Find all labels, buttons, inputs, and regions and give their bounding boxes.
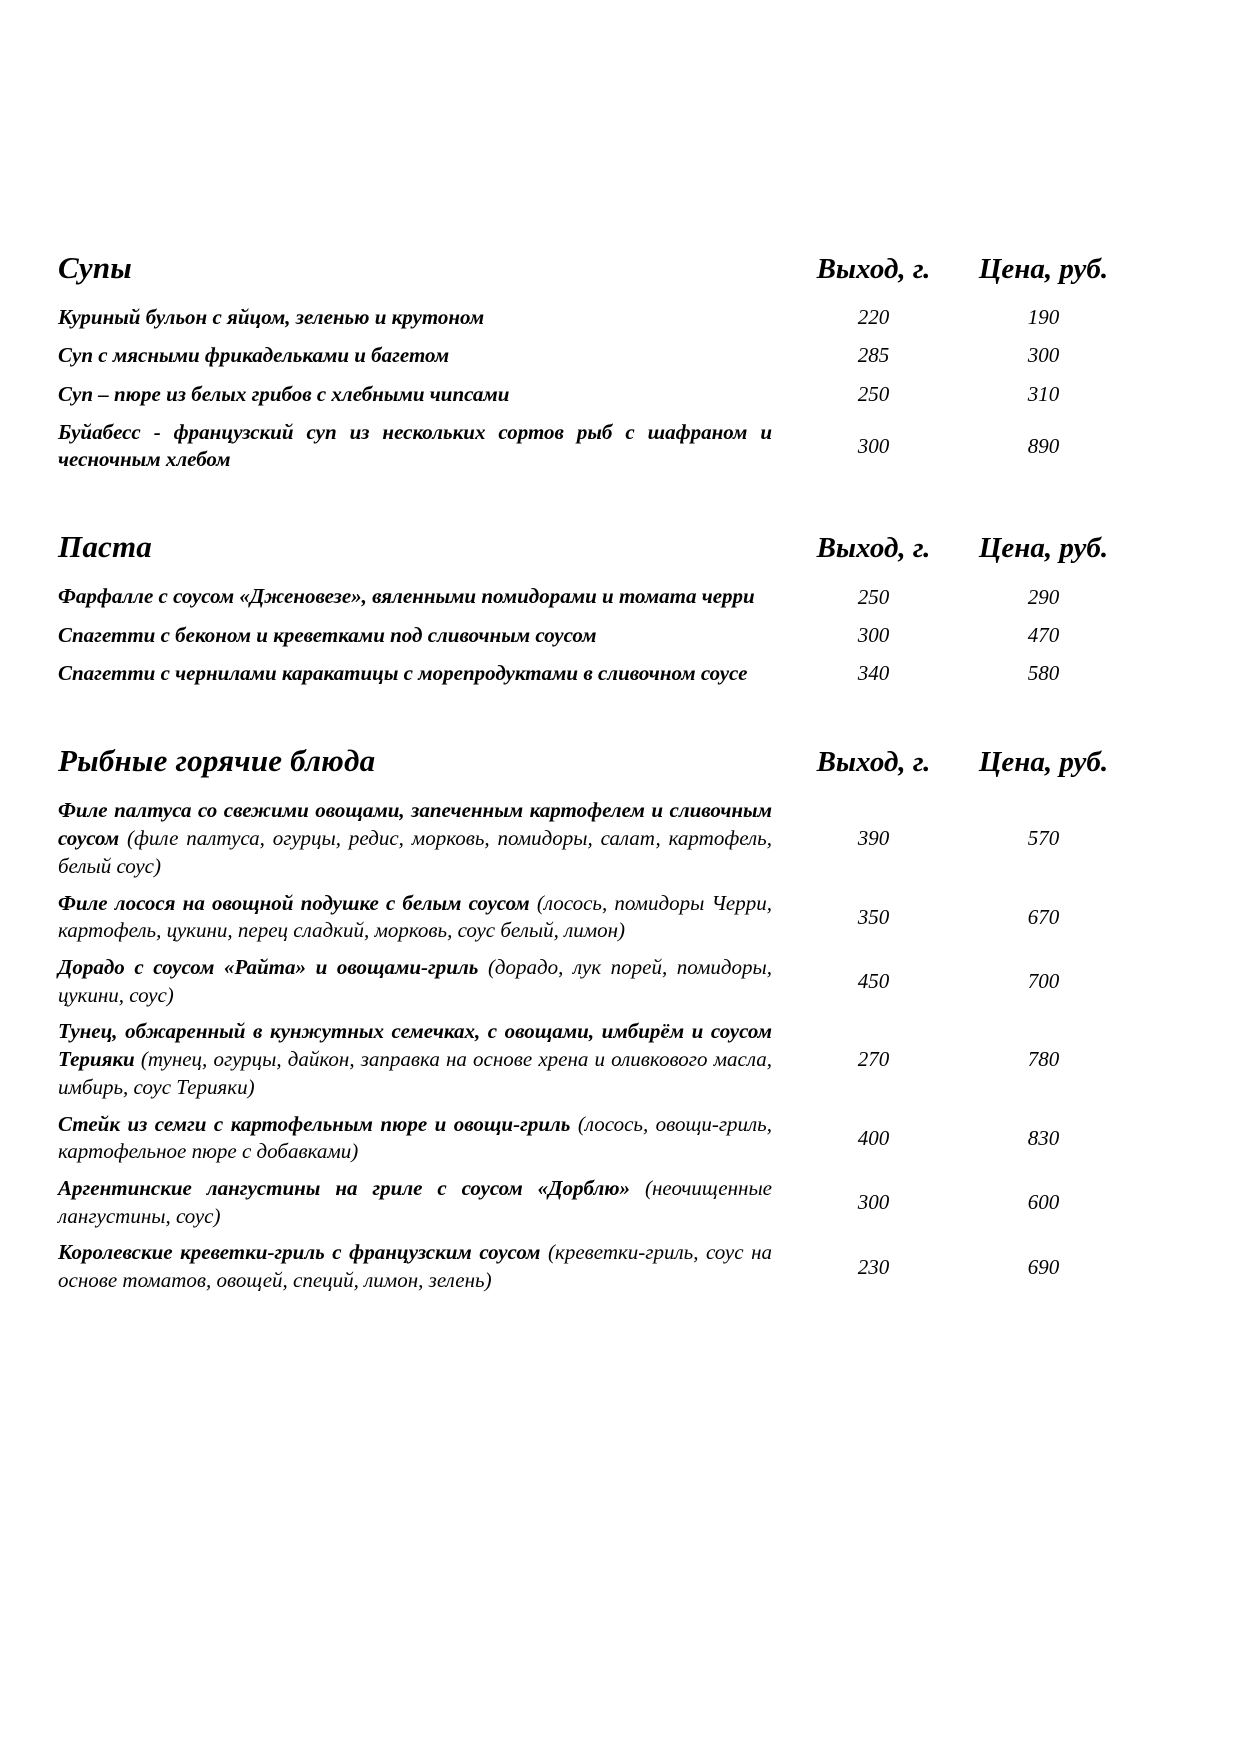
dish-weight: 230	[857, 1254, 890, 1279]
column-header-weight: Выход, г.	[816, 253, 931, 285]
menu-item-row	[58, 954, 1126, 1009]
menu-item-row	[58, 890, 1126, 945]
column-header-price: Цена, руб.	[978, 532, 1109, 565]
dish-description: (тунец, огурцы, дайкон, заправка на основе хрена и оливкового масла, имбирь, соус Терияки)	[58, 1047, 773, 1099]
menu-section	[58, 250, 1126, 473]
section-title: Супы	[58, 250, 132, 285]
dish-name: Фарфалле с соусом «Дженовезе», вяленными помидорами и томата черри	[58, 584, 755, 609]
menu-item-row	[58, 622, 1126, 649]
dish-weight: 390	[857, 826, 890, 851]
section-header	[58, 529, 1126, 565]
dish-price: 300	[1027, 343, 1060, 368]
dish-cell	[58, 622, 786, 649]
menu-item-row	[58, 1239, 1126, 1294]
dish-price: 690	[1027, 1254, 1060, 1279]
dish-weight: 250	[857, 584, 890, 609]
menu-section	[58, 529, 1126, 687]
menu-item-row	[58, 419, 1126, 474]
menu-section	[58, 743, 1126, 1295]
dish-name: Суп – пюре из белых грибов с хлебными чипсами	[58, 381, 510, 406]
dish-weight: 400	[857, 1125, 890, 1150]
column-header-weight: Выход, г.	[816, 746, 931, 779]
dish-weight: 300	[857, 433, 890, 458]
dish-cell	[58, 583, 786, 610]
menu-item-row	[58, 1018, 1126, 1101]
column-header-price: Цена, руб.	[978, 746, 1109, 779]
dish-weight: 300	[857, 1190, 890, 1215]
dish-weight: 340	[857, 661, 890, 686]
dish-cell	[58, 1111, 786, 1166]
dish-name: Филе палтуса со свежими овощами, запеченным картофелем и сливочным соусом	[58, 798, 772, 851]
dish-cell	[58, 797, 786, 880]
menu-item-row	[58, 1111, 1126, 1166]
dish-price: 600	[1027, 1190, 1060, 1215]
dish-name: Аргентинские лангустины на гриле с соусом «Дорблю»	[58, 1176, 631, 1200]
dish-price: 780	[1027, 1047, 1060, 1072]
menu-item-row	[58, 660, 1126, 687]
dish-weight: 285	[857, 343, 890, 368]
dish-cell	[58, 342, 786, 369]
dish-price: 670	[1027, 904, 1060, 929]
dish-name: Филе лосося на овощной подушке с белым соусом	[58, 890, 530, 915]
dish-weight: 270	[857, 1047, 890, 1072]
menu-item-row	[58, 797, 1126, 880]
dish-cell	[58, 660, 786, 687]
dish-price: 470	[1027, 622, 1060, 647]
dish-weight: 220	[857, 305, 890, 330]
dish-cell	[58, 1018, 786, 1101]
menu-sections	[58, 250, 1126, 1295]
menu-item-row	[58, 304, 1126, 331]
dish-price: 890	[1027, 433, 1060, 458]
menu-item-row	[58, 381, 1126, 408]
dish-description: (креветки-гриль, соус на основе томатов, овощей, специй, лимон, зелень)	[58, 1240, 773, 1293]
section-header	[58, 743, 1126, 779]
dish-name: Тунец, обжаренный в кунжутных семечках, с овощами, имбирём и соусом Терияки	[58, 1019, 772, 1072]
dish-cell	[58, 1175, 786, 1230]
section-header	[58, 250, 1126, 286]
dish-name: Суп с мясными фрикадельками и багетом	[58, 343, 450, 368]
section-title: Паста	[58, 529, 152, 565]
dish-price: 190	[1027, 305, 1060, 330]
dish-name: Стейк из семги с картофельным пюре и овощи-гриль	[58, 1111, 571, 1136]
dish-cell	[58, 954, 786, 1009]
menu-item-row	[58, 342, 1126, 369]
dish-cell	[58, 381, 786, 408]
dish-cell	[58, 1239, 786, 1294]
dish-price: 570	[1027, 826, 1060, 851]
dish-price: 580	[1027, 661, 1060, 686]
dish-cell	[58, 890, 786, 945]
dish-weight: 250	[857, 381, 890, 406]
column-header-price: Цена, руб.	[978, 253, 1109, 285]
dish-name: Спагетти с чернилами каракатицы с морепродуктами в сливочном соусе	[58, 661, 748, 686]
dish-name: Буйабесс - французский суп из нескольких сортов рыб с шафраном и чесночным хлебом	[58, 419, 772, 472]
dish-name: Куриный бульон с яйцом, зеленью и крутоном	[58, 305, 485, 329]
dish-cell	[58, 419, 786, 474]
dish-weight: 350	[857, 904, 890, 929]
dish-weight: 300	[857, 622, 890, 647]
dish-price: 700	[1027, 969, 1060, 994]
dish-weight: 450	[857, 969, 890, 994]
dish-description: (лосось, овощи-гриль, картофельное пюре с добавками)	[58, 1111, 772, 1164]
dish-description: (неочищенные лангустины, соус)	[58, 1176, 772, 1228]
dish-description: (филе палтуса, огурцы, редис, морковь, помидоры, салат, картофель, белый соус)	[58, 826, 772, 878]
column-header-weight: Выход, г.	[816, 532, 931, 565]
dish-price: 310	[1027, 381, 1060, 406]
section-title: Рыбные горячие блюда	[58, 743, 376, 779]
dish-description: (лосось, помидоры Черри, картофель, цукини, перец сладкий, морковь, соус белый, лимон)	[58, 890, 772, 943]
menu-item-row	[58, 1175, 1126, 1230]
dish-price: 290	[1027, 584, 1060, 609]
dish-name: Спагетти с беконом и креветками под сливочным соусом	[58, 622, 597, 647]
dish-description: (дорадо, лук порей, помидоры, цукини, соус)	[58, 954, 773, 1007]
dish-name: Королевские креветки-гриль с французским соусом	[58, 1240, 541, 1265]
dish-price: 830	[1027, 1125, 1060, 1150]
dish-name: Дорадо с соусом «Райта» и овощами-гриль	[58, 954, 479, 979]
menu-item-row	[58, 583, 1126, 610]
dish-cell	[58, 304, 786, 331]
